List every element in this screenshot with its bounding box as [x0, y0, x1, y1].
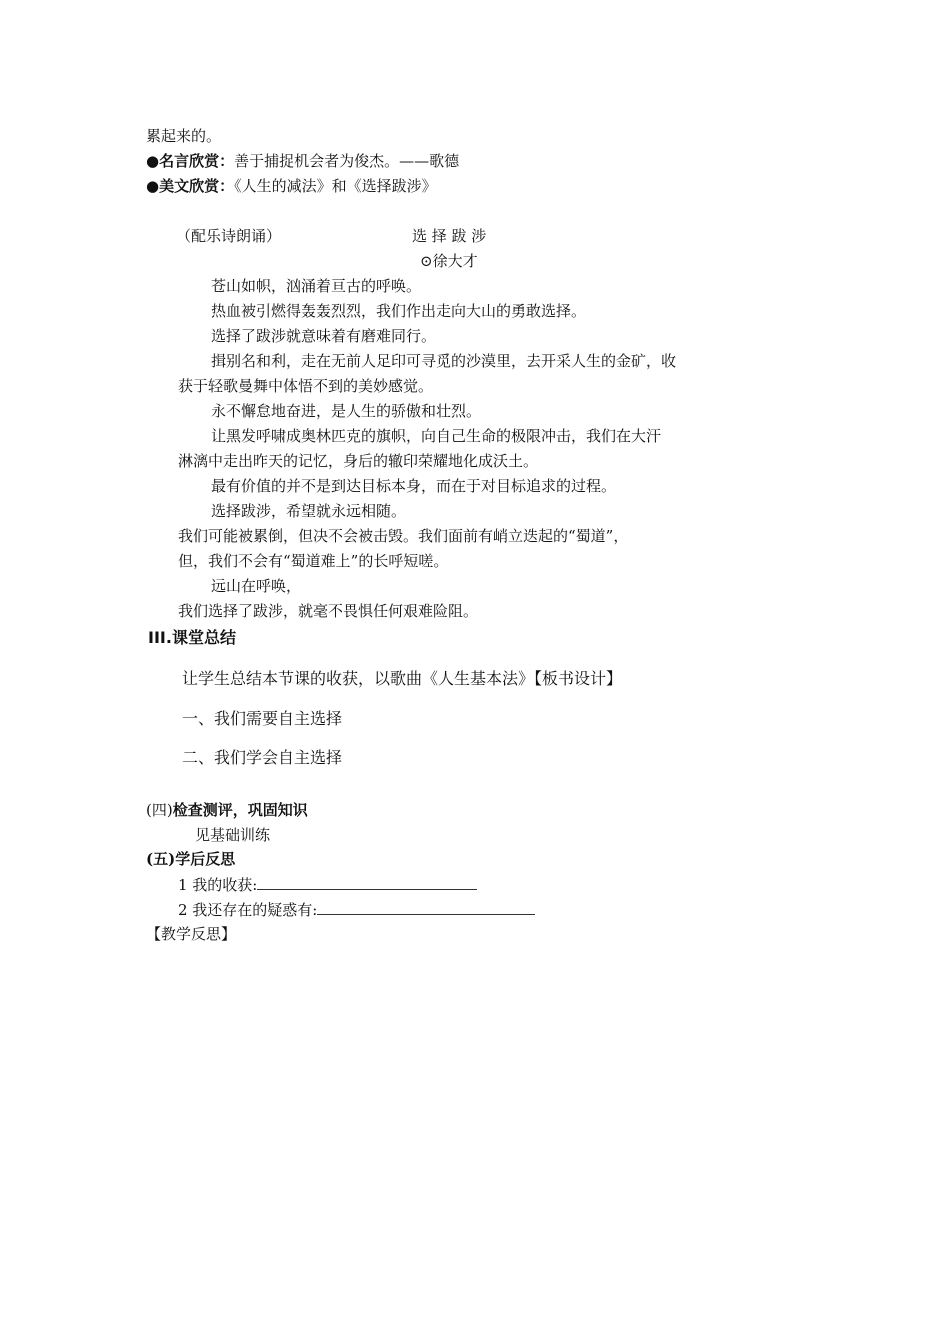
poem-line: 我们可能被累倒，但决不会被击毁。我们面前有峭立迭起的“蜀道”， — [178, 527, 629, 545]
continuation-text: 累起来的。 — [146, 127, 222, 145]
poem-title: 选 择 跋 涉 — [412, 227, 487, 245]
poem-line: 揖别名和利，走在无前人足印可寻觅的沙漠里，去开采人生的金矿，收 — [211, 352, 677, 370]
poem-line: 获于轻歌曼舞中体悟不到的美妙感觉。 — [178, 377, 434, 395]
quote-text: 善于捕捉机会者为俊杰。——歌德 — [234, 152, 460, 170]
quote-label: ●名言欣赏： — [146, 152, 235, 170]
summary-text: 让学生总结本节课的收获，以歌曲《人生基本法》【板书设计】 — [182, 669, 623, 688]
summary-point-1: 一、我们需要自主选择 — [182, 709, 343, 728]
poem-line: 远山在呼唤， — [211, 577, 302, 595]
reflect-item-1 — [178, 874, 477, 895]
summary-heading: III.课堂总结 — [148, 628, 236, 647]
poem-line: 选择了跋涉就意味着有磨难同行。 — [211, 327, 437, 345]
check-heading-num: (四) — [146, 801, 173, 819]
essay-label: ●美文欣赏： — [146, 177, 235, 195]
answer-blank-1[interactable] — [257, 874, 477, 890]
poem-line: 最有价值的并不是到达目标本身，而在于对目标追求的过程。 — [211, 477, 617, 495]
poem-line: 淋漓中走出昨天的记忆，身后的辙印荣耀地化成沃土。 — [178, 452, 539, 470]
reflect-item-1-label: 1 我的收获: — [178, 876, 258, 894]
quote-line — [146, 151, 459, 171]
answer-blank-2[interactable] — [317, 899, 535, 915]
poem-line: 选择跋涉，希望就永远相随。 — [211, 502, 407, 520]
check-heading-text: 检查测评，巩固知识 — [172, 801, 308, 819]
poem-line: 让黑发呼啸成奥林匹克的旗帜，向自己生命的极限冲击，我们在大汗 — [211, 427, 662, 445]
summary-point-2: 二、我们学会自主选择 — [182, 748, 343, 767]
check-body: 见基础训练 — [195, 826, 271, 844]
reflect-item-2 — [178, 899, 535, 920]
reflect-heading: (五)学后反思 — [146, 850, 236, 868]
poem-note: （配乐诗朗诵） — [176, 227, 282, 245]
poem-line: 苍山如帜，汹涌着亘古的呼唤。 — [211, 277, 422, 295]
check-heading — [146, 800, 308, 820]
poem-line: 但，我们不会有“蜀道难上”的长呼短嗟。 — [178, 552, 449, 570]
poem-line: 我们选择了跋涉，就毫不畏惧任何艰难险阻。 — [178, 602, 479, 620]
teaching-reflection: 【教学反思】 — [146, 925, 237, 943]
poem-author: ⊙徐大才 — [420, 252, 478, 270]
essay-line — [146, 176, 437, 196]
reflect-item-2-label: 2 我还存在的疑惑有: — [178, 901, 318, 919]
essay-text: 《人生的减法》和《选择跋涉》 — [234, 177, 437, 195]
poem-line: 永不懈怠地奋进，是人生的骄傲和壮烈。 — [211, 402, 482, 420]
poem-line: 热血被引燃得轰轰烈烈，我们作出走向大山的勇敢选择。 — [211, 302, 587, 320]
